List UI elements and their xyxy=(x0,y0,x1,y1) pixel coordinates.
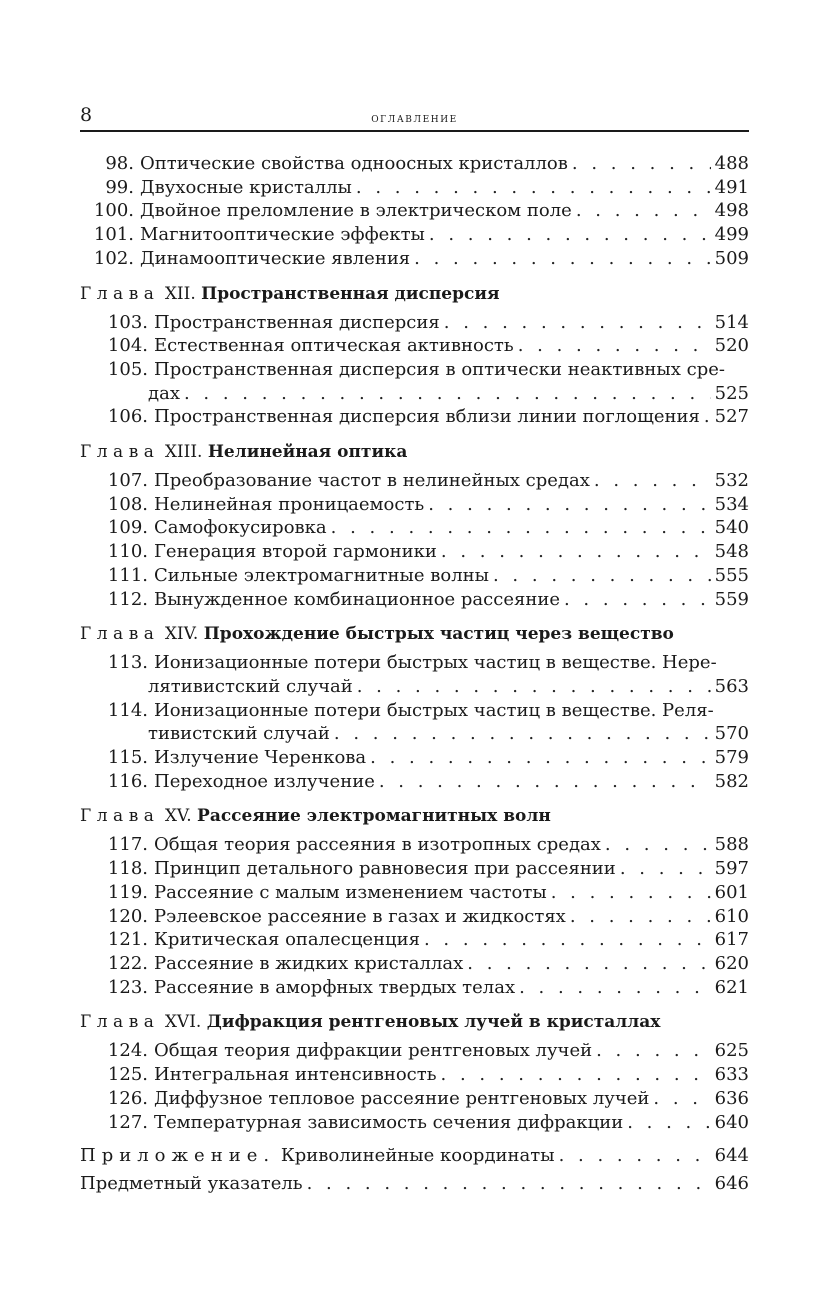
entry-page: 559 xyxy=(714,588,749,610)
toc-entry[interactable] xyxy=(80,588,749,612)
entry-title: Рассеяние с малым изменением частоты xyxy=(154,881,547,903)
entry-title: Нелинейная проницаемость xyxy=(154,493,425,515)
chapter-heading[interactable] xyxy=(80,441,749,463)
dot-leader xyxy=(518,334,711,358)
dot-leader xyxy=(594,469,711,493)
index-entry[interactable] xyxy=(80,1172,749,1196)
entry-number: 108. xyxy=(107,493,148,515)
chapter-word: Глава xyxy=(80,806,160,827)
toc-entry-line xyxy=(80,382,749,406)
entry-title: Общая теория рассеяния в изотропных средах xyxy=(154,834,601,856)
entry-page: 525 xyxy=(714,382,749,404)
entry-number: 104. xyxy=(107,335,148,357)
entry-page: 588 xyxy=(714,834,749,856)
toc-entry-line xyxy=(80,651,749,675)
dot-leader xyxy=(570,905,711,929)
entry-number: 123. xyxy=(107,976,148,998)
chapter-word: Глава xyxy=(80,283,160,304)
dot-leader xyxy=(605,833,711,857)
entry-page: 597 xyxy=(714,858,749,880)
chapter-title: Нелинейная оптика xyxy=(207,442,408,463)
dot-leader xyxy=(467,952,710,976)
entry-page: 579 xyxy=(714,747,749,769)
entry-title: Принцип детального равновесия при рассеянии xyxy=(154,858,616,880)
index-title: Предметный указатель xyxy=(80,1172,303,1194)
entry-number: 127. xyxy=(107,1111,148,1133)
entry-title: Динамооптические явления xyxy=(140,247,411,269)
toc-entry[interactable] xyxy=(80,199,749,223)
entry-title: Сильные электромагнитные волны xyxy=(154,564,489,586)
toc-entry[interactable] xyxy=(80,928,749,952)
chapter-number: XII. xyxy=(164,283,196,304)
entry-title: Магнитооптические эффекты xyxy=(140,224,425,246)
entry-title-line2: дах xyxy=(148,382,180,404)
dot-leader xyxy=(653,1087,710,1111)
toc-entry[interactable] xyxy=(80,223,749,247)
dot-leader xyxy=(576,199,711,223)
toc-entry[interactable] xyxy=(80,247,749,271)
dot-leader xyxy=(334,722,711,746)
entry-title: Рассеяние в аморфных твердых телах xyxy=(154,976,516,998)
entry-page: 610 xyxy=(714,905,749,927)
entry-title: Самофокусировка xyxy=(154,517,327,539)
dot-leader xyxy=(441,540,711,564)
entry-page: 555 xyxy=(714,564,749,586)
entry-title: Генерация второй гармоники xyxy=(154,541,437,563)
dot-leader xyxy=(596,1039,711,1063)
dot-leader xyxy=(356,176,711,200)
entry-number: 105. xyxy=(107,358,148,380)
entry-page: 633 xyxy=(714,1064,749,1086)
entry-page: 527 xyxy=(714,406,749,428)
entry-page: 540 xyxy=(714,517,749,539)
dot-leader xyxy=(620,857,711,881)
entry-number: 115. xyxy=(107,747,148,769)
chapter-heading[interactable] xyxy=(80,1011,749,1033)
entry-page: 509 xyxy=(714,247,749,269)
entry-number: 117. xyxy=(107,834,148,856)
table-of-contents xyxy=(80,152,749,1196)
toc-entry[interactable] xyxy=(80,176,749,200)
running-head: оглавление xyxy=(371,110,458,125)
toc-entry[interactable] xyxy=(80,564,749,588)
chapter-number: XVI. xyxy=(164,1012,202,1033)
chapter-number: XV. xyxy=(164,806,192,827)
dot-leader xyxy=(331,516,711,540)
dot-leader xyxy=(493,564,711,588)
toc-entry[interactable] xyxy=(80,770,749,794)
entry-number: 121. xyxy=(107,929,148,951)
entry-number: 125. xyxy=(107,1064,148,1086)
chapter-title: Прохождение быстрых частиц через вещество xyxy=(203,624,674,645)
toc-entry[interactable] xyxy=(80,1063,749,1087)
entry-title-line2: лятивистский случай xyxy=(148,675,353,697)
toc-entry[interactable] xyxy=(80,976,749,1000)
appendix-entry[interactable] xyxy=(80,1144,749,1168)
entry-number: 126. xyxy=(107,1087,148,1109)
entry-title: Температурная зависимость сечения дифракции xyxy=(154,1111,624,1133)
entry-page: 548 xyxy=(714,541,749,563)
chapter-heading[interactable] xyxy=(80,283,749,305)
entry-number: 118. xyxy=(107,858,148,880)
entry-number: 101. xyxy=(93,224,134,246)
entry-title-line1: Ионизационные потери быстрых частиц в веществе. Реля- xyxy=(154,699,714,721)
toc-entry-line xyxy=(80,699,749,723)
chapter-title: Рассеяние электромагнитных волн xyxy=(197,806,551,827)
entry-number: 111. xyxy=(107,564,148,586)
entry-number: 112. xyxy=(107,588,148,610)
dot-leader xyxy=(572,152,711,176)
toc-entry[interactable] xyxy=(80,905,749,929)
dot-leader xyxy=(444,311,711,335)
entry-number: 124. xyxy=(107,1040,148,1062)
entry-title: Излучение Черенкова xyxy=(154,747,367,769)
entry-number: 110. xyxy=(107,541,148,563)
entry-title: Диффузное тепловое рассеяние рентгеновых лучей xyxy=(154,1087,650,1109)
entry-number: 114. xyxy=(107,699,148,721)
entry-number: 116. xyxy=(107,770,148,792)
entry-page: 532 xyxy=(714,470,749,492)
toc-entry[interactable] xyxy=(80,746,749,770)
entry-title: Преобразование частот в нелинейных средах xyxy=(154,470,590,492)
toc-entry[interactable] xyxy=(80,469,749,493)
dot-leader xyxy=(704,405,711,429)
entry-page: 499 xyxy=(714,224,749,246)
entry-title: Критическая опалесценция xyxy=(154,929,420,951)
toc-entry[interactable] xyxy=(80,833,749,857)
entry-title: Двойное преломление в электрическом поле xyxy=(140,200,572,222)
chapter-word: Глава xyxy=(80,1012,160,1033)
toc-entry[interactable] xyxy=(80,311,749,335)
entry-number: 113. xyxy=(107,652,148,674)
entry-number: 103. xyxy=(107,311,148,333)
dot-leader xyxy=(357,675,711,699)
toc-entry[interactable] xyxy=(80,358,749,405)
entry-page: 563 xyxy=(714,675,749,697)
dot-leader xyxy=(551,881,711,905)
entry-number: 98. xyxy=(105,153,134,174)
entry-title: Естественная оптическая активность xyxy=(154,335,514,357)
toc-entry[interactable] xyxy=(80,857,749,881)
entry-title: Вынужденное комбинационное рассеяние xyxy=(154,588,560,610)
entry-title: Пространственная дисперсия вблизи линии поглощения xyxy=(154,406,700,428)
entry-title-line1: Ионизационные потери быстрых частиц в веществе. Нере- xyxy=(154,652,717,674)
dot-leader xyxy=(429,223,711,247)
entry-title: Интегральная интенсивность xyxy=(154,1064,437,1086)
entry-page: 625 xyxy=(714,1040,749,1062)
entry-number: 120. xyxy=(107,905,148,927)
toc-entry[interactable] xyxy=(80,334,749,358)
entry-page: 488 xyxy=(714,153,749,174)
toc-entry[interactable] xyxy=(80,516,749,540)
entry-title: Оптические свойства одноосных кристаллов xyxy=(140,153,568,174)
entry-number: 106. xyxy=(107,406,148,428)
chapter-word: Глава xyxy=(80,624,160,645)
toc-entry[interactable] xyxy=(80,152,749,176)
toc-entry[interactable] xyxy=(80,881,749,905)
chapter-heading[interactable] xyxy=(80,623,749,645)
toc-entry[interactable] xyxy=(80,699,749,746)
dot-leader xyxy=(564,588,711,612)
dot-leader xyxy=(428,493,710,517)
entry-page: 640 xyxy=(714,1111,749,1133)
entry-number: 122. xyxy=(107,952,148,974)
dot-leader xyxy=(184,382,711,406)
toc-entry[interactable] xyxy=(80,493,749,517)
dot-leader xyxy=(379,770,711,794)
toc-entry[interactable] xyxy=(80,1039,749,1063)
toc-entry[interactable] xyxy=(80,651,749,698)
chapter-title: Пространственная дисперсия xyxy=(201,283,500,304)
index-page: 646 xyxy=(714,1172,749,1194)
entry-title: Пространственная дисперсия xyxy=(154,311,440,333)
page-number: 8 xyxy=(80,104,93,126)
entry-page: 582 xyxy=(714,770,749,792)
entry-number: 99. xyxy=(105,176,134,198)
entry-number: 100. xyxy=(93,200,134,222)
entry-page: 498 xyxy=(714,200,749,222)
chapter-number: XIII. xyxy=(164,442,203,463)
entry-title-line2: тивистский случай xyxy=(148,723,330,745)
toc-entry[interactable] xyxy=(80,405,749,429)
chapter-heading[interactable] xyxy=(80,805,749,827)
dot-leader xyxy=(424,928,711,952)
entry-number: 119. xyxy=(107,881,148,903)
entry-page: 570 xyxy=(714,723,749,745)
dot-leader xyxy=(307,1172,711,1196)
dot-leader xyxy=(627,1111,710,1135)
entry-page: 491 xyxy=(714,176,749,198)
toc-entry-line xyxy=(80,722,749,746)
entry-title: Рэлеевское рассеяние в газах и жидкостях xyxy=(154,905,566,927)
chapter-word: Глава xyxy=(80,442,160,463)
toc-entry[interactable] xyxy=(80,1111,749,1135)
dot-leader xyxy=(414,247,710,271)
toc-entry[interactable] xyxy=(80,540,749,564)
entry-page: 534 xyxy=(714,493,749,515)
entry-page: 620 xyxy=(714,952,749,974)
entry-title: Двухосные кристаллы xyxy=(140,176,352,198)
entry-page: 520 xyxy=(714,335,749,357)
entry-number: 102. xyxy=(93,247,134,269)
chapter-title: Дифракция рентгеновых лучей в кристаллах xyxy=(206,1012,661,1033)
appendix-page: 644 xyxy=(714,1145,749,1167)
dot-leader xyxy=(370,746,710,770)
entry-title-line1: Пространственная дисперсия в оптически неактивных сре- xyxy=(154,358,725,380)
entry-title: Переходное излучение xyxy=(154,770,375,792)
entry-page: 621 xyxy=(714,976,749,998)
chapter-number: XIV. xyxy=(164,624,199,645)
page-header xyxy=(80,104,749,132)
entry-page: 601 xyxy=(714,881,749,903)
toc-entry[interactable] xyxy=(80,952,749,976)
appendix-title: Криволинейные координаты xyxy=(280,1145,555,1167)
entry-page: 636 xyxy=(714,1087,749,1109)
toc-entry-line xyxy=(80,358,749,382)
dot-leader xyxy=(519,976,711,1000)
entry-number: 109. xyxy=(107,517,148,539)
toc-entry-line xyxy=(80,675,749,699)
entry-number: 107. xyxy=(107,470,148,492)
appendix-word: Приложение. xyxy=(80,1145,276,1167)
entry-page: 617 xyxy=(714,929,749,951)
entry-page: 514 xyxy=(714,311,749,333)
entry-title: Рассеяние в жидких кристаллах xyxy=(154,952,464,974)
dot-leader xyxy=(559,1144,711,1168)
toc-entry[interactable] xyxy=(80,1087,749,1111)
entry-title: Общая теория дифракции рентгеновых лучей xyxy=(154,1040,593,1062)
dot-leader xyxy=(441,1063,711,1087)
